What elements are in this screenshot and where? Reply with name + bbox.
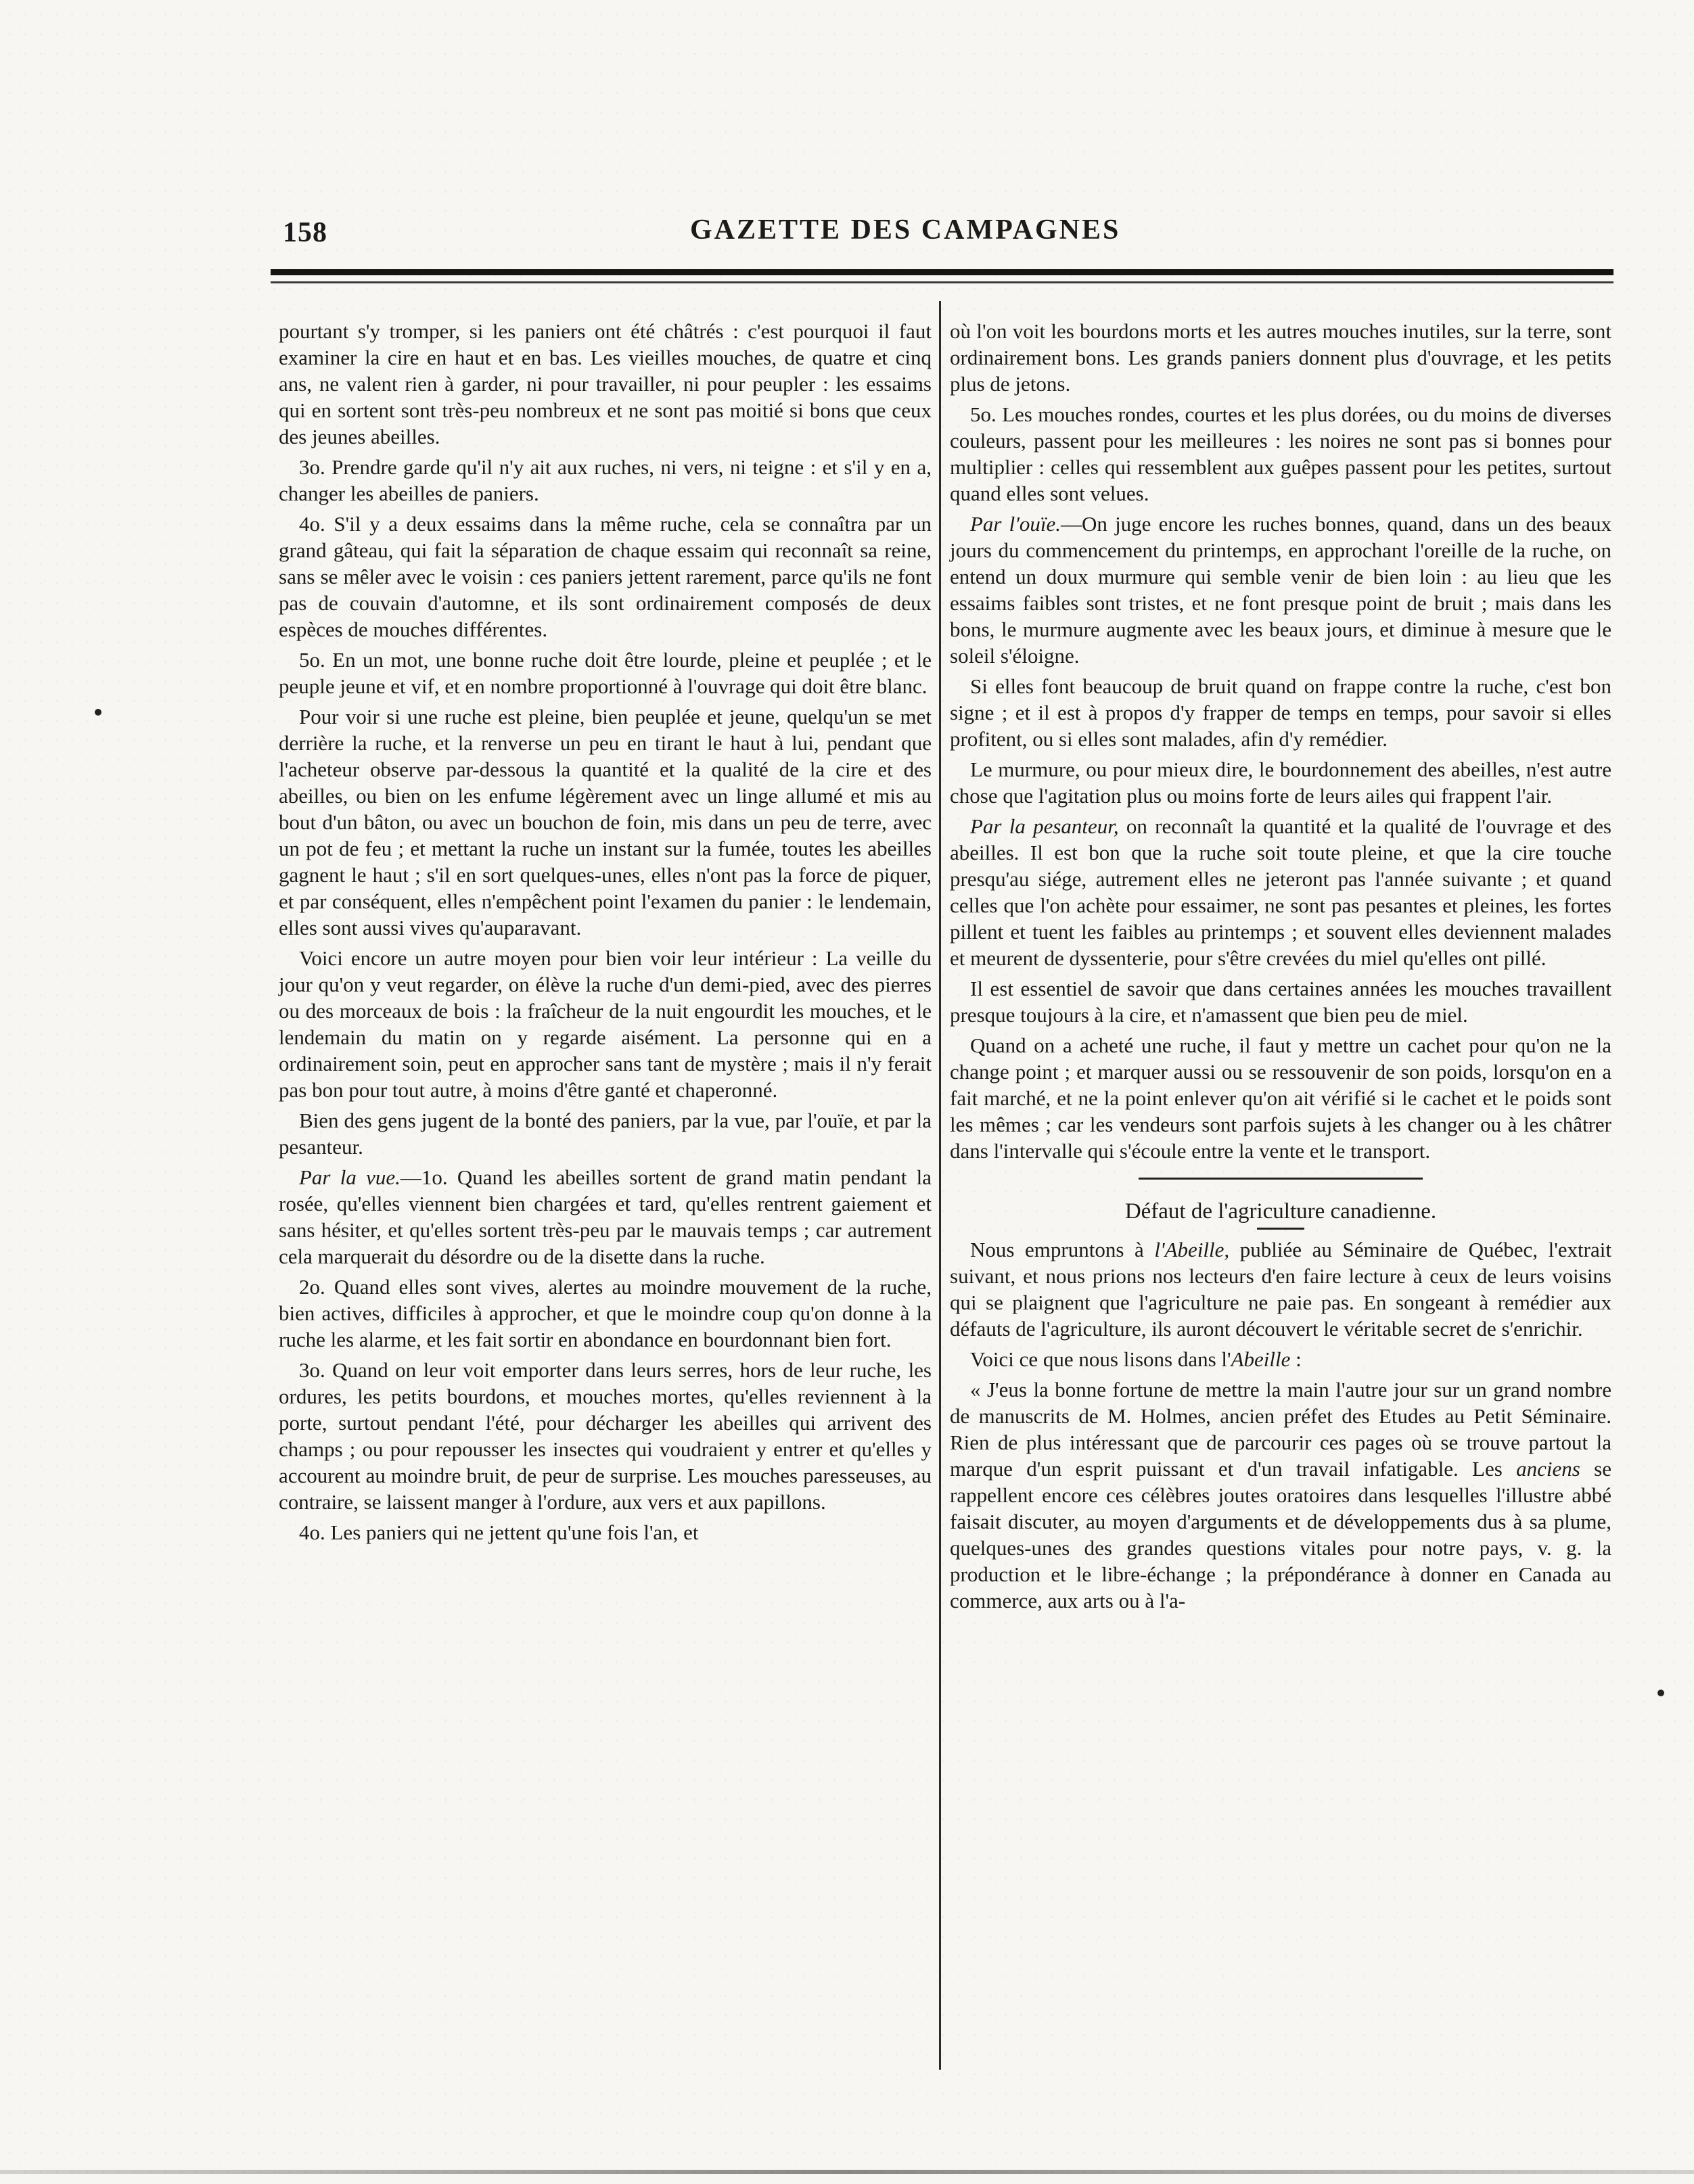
paragraph: où l'on voit les bourdons morts et les autres mouches inutiles, sur la terre, sont ordinairement bons. Les grands paniers donnent plus d'ouvrage, et les petits plus de jetons. <box>950 319 1611 396</box>
paragraph-text: se rappellent encore ces célèbres joutes oratoires dans lesquelles l'illustre abbé faisait discuter, au moyen d'arguments et de développements dus à sa plume, quelques-unes des grandes questions vitales pour notre pays, v. g. la production et le libre-échange ; la prépondérance à donner en Canada au commerce, aux arts ou à l'a- <box>950 1457 1611 1612</box>
paragraph-text: Voici ce que nous lisons dans l' <box>970 1347 1231 1371</box>
paragraph-par-l-ouie <box>950 511 1611 669</box>
abeille-reference: l'Abeille, <box>1154 1238 1230 1261</box>
margin-dot <box>1657 1690 1664 1696</box>
lead-par-l-ouie: Par l'ouïe. <box>970 512 1061 536</box>
paragraph-par-la-pesanteur <box>950 813 1611 971</box>
paragraph-text: « J'eus la bonne fortune de mettre la main l'autre jour sur un grand nombre de manuscrits de M. Holmes, ancien préfet des Etudes au Petit Séminaire. Rien de plus intéressant que de parcourir ces pages où se trouve partout la marque d'un esprit puissant et d'un travail infatigable. Les <box>950 1378 1611 1481</box>
paragraph-text: : <box>1290 1347 1302 1371</box>
paragraph: Bien des gens jugent de la bonté des paniers, par la vue, par l'ouïe, et par la pesanteur. <box>279 1109 932 1159</box>
paragraph: 4o. Les paniers qui ne jettent qu'une fois l'an, et <box>299 1520 699 1544</box>
section-rule <box>1139 1178 1423 1180</box>
paragraph-text: —1o. Quand les abeilles sortent de grand matin pendant la rosée, qu'elles viennent bien chargées et tard, qu'elles rentrent gaiement et sans hésiter, et qu'elles sortent très-peu par le mauvais temps ; car autrement cela marquerait du désordre ou de la disette dans la ruche. <box>279 1165 932 1268</box>
page-number: 158 <box>283 217 327 248</box>
header-rule <box>271 269 1613 275</box>
paragraph: 3o. Prendre garde qu'il n'y ait aux ruches, ni vers, ni teigne : et s'il y en a, changer les abeilles de paniers. <box>279 455 932 505</box>
lead-par-la-vue: Par la vue. <box>299 1165 400 1189</box>
margin-dot <box>95 709 101 716</box>
paragraph: pourtant s'y tromper, si les paniers ont été châtrés : c'est pourquoi il faut examiner la cire en haut et en bas. Les vieilles mouches, de quatre et cinq ans, ne valent rien à garder, ni pour travailler, ni pour peupler : les essaims qui en sortent sont très-peu nombreux et ne sont pas moitié si bons que ceux des jeunes abeilles. <box>279 319 932 448</box>
paragraph: Si elles font beaucoup de bruit quand on frappe contre la ruche, c'est bon signe ; et il est à propos d'y frapper de temps en temps, pour savoir si elles profitent, ou si elles sont malades, afin d'y remédier. <box>950 674 1611 751</box>
left-column <box>279 318 932 1550</box>
paragraph-par-la-vue <box>279 1164 932 1270</box>
paragraph-text: —On juge encore les ruches bonnes, quand, dans un des beaux jours du commencement du printemps, en approchant l'oreille de la ruche, on entend un doux murmure qui semble venir de bien loin : au lieu que les essaims faibles sont tristes, et ne font presque point de bruit ; mais dans les bons, le murmure augmente avec les beaux jours, et diminue à mesure que le soleil s'éloigne. <box>950 512 1612 668</box>
lead-par-la-pesanteur: Par la pesanteur, <box>970 814 1119 838</box>
paragraph: 4o. S'il y a deux essaims dans la même ruche, cela se connaîtra par un grand gâteau, qui fait la séparation de chaque essaim qui reconnaît sa reine, sans se mêler avec le voisin : ces paniers jettent rarement, parce qu'ils ne font pas de couvain d'automne, et ils sont ordinairement composés de deux espèces de mouches différentes. <box>279 512 932 641</box>
paragraph-text: publiée au Séminaire de Québec, l'extrait suivant, et nous prions nos lecteurs d'en faire lecture à ceux de leurs voisins qui se plaignent que l'agriculture ne paie pas. En songeant à remédier aux défauts de l'agriculture, ils auront découvert le véritable secret de s'enrichir. <box>950 1238 1611 1341</box>
section-intro <box>950 1236 1611 1342</box>
abeille-reference: Abeille <box>1231 1347 1291 1371</box>
section-dash <box>1257 1228 1304 1230</box>
section-quote <box>950 1376 1611 1614</box>
paragraph: 5o. Les mouches rondes, courtes et les plus dorées, ou du moins de diverses couleurs, passent pour les meilleures : les noires ne sont pas si bonnes pour multiplier : celles qui ressemblent aux guêpes passent pour les petites, surtout quand elles sont velues. <box>950 402 1611 505</box>
section-voici <box>950 1346 1611 1372</box>
column-divider <box>939 301 941 2070</box>
paragraph: Le murmure, ou pour mieux dire, le bourdonnement des abeilles, n'est autre chose que l'agitation plus ou moins forte de leurs ailes qui frappent l'air. <box>950 758 1611 808</box>
paragraph-text: Nous empruntons à <box>970 1238 1155 1261</box>
right-column <box>950 318 1611 1618</box>
bottom-edge <box>0 2170 1694 2174</box>
paragraph: 2o. Quand elles sont vives, alertes au moindre mouvement de la ruche, bien actives, difficiles à approcher, et que le moindre coup qu'on donne à la ruche les alarme, et les fait sortir en abondance en bourdonnant bien fort. <box>279 1275 932 1351</box>
paragraph: 5o. En un mot, une bonne ruche doit être lourde, pleine et peuplée ; et le peuple jeune et vif, et en nombre proportionné à l'ouvrage qui doit être blanc. <box>279 648 932 698</box>
anciens-word: anciens <box>1516 1457 1580 1481</box>
paragraph: 3o. Quand on leur voit emporter dans leurs serres, hors de leur ruche, les ordures, les petits bourdons, et mouches mortes, qu'elles reviennent à la porte, surtout pendant l'été, pour décharger les abeilles qui arrivent des champs ; ou pour repousser les insectes qui voudraient y entrer et qu'elles y accourent au moindre bruit, de peur de surprise. Les mouches paresseuses, au contraire, se laissent manger à l'ordure, aux vers et aux papillons. <box>279 1358 932 1514</box>
masthead-title: GAZETTE DES CAMPAGNES <box>690 214 1121 246</box>
section-title: Défaut de l'agriculture canadienne. <box>1124 1199 1437 1224</box>
paragraph: Il est essentiel de savoir que dans certaines années les mouches travaillent presque toujours à la cire, et n'amassent que bien peu de miel. <box>950 977 1611 1027</box>
paragraph-text: on reconnaît la quantité et la qualité de l'ouvrage et des abeilles. Il est bon que la ruche soit toute pleine, et que la cire touche presqu'au siége, autrement elles ne jeteront pas l'année suivante ; et quand celles que l'on achète pour essaimer, ne sont pas pesantes et pleines, les fortes pillent et tuent les faibles au printemps ; et souvent elles deviennent malades et meurent de dyssenterie, pour s'être crevées du miel qu'elles ont pillé. <box>950 814 1611 970</box>
paragraph: Voici encore un autre moyen pour bien voir leur intérieur : La veille du jour qu'on y veut regarder, on élève la ruche d'un demi-pied, avec des pierres ou des morceaux de bois : la fraîcheur de la nuit engourdit les mouches, et le lendemain du matin on y regarde aisément. La personne qui en a ordinairement soin, peut en approcher sans tant de mystère ; mais il n'y ferait pas bon pour tout autre, à moins d'être ganté et chaperonné. <box>279 946 932 1102</box>
paragraph: Pour voir si une ruche est pleine, bien peuplée et jeune, quelqu'un se met derrière la ruche, et la renverse un peu en tirant le haut à lui, pendant que l'acheteur observe par-dessous la quantité et la qualité de la cire et des abeilles, ou bien on les enfume légèrement avec un linge allumé et mis au bout d'un bâton, ou avec un bouchon de foin, mis dans un peu de terre, avec un pot de feu ; et mettant la ruche un instant sur la fumée, toutes les abeilles gagnent le haut ; s'il en sort quelques-unes, elles n'ont pas la force de piquer, et par conséquent, elles n'empêchent point l'examen du panier : le lendemain, elles sont aussi vives qu'auparavant. <box>279 705 932 939</box>
header-rule-thin <box>271 281 1613 283</box>
paragraph: Quand on a acheté une ruche, il faut y mettre un cachet pour qu'on ne la change point ; et marquer aussi ou se ressouvenir de son poids, lorsqu'on en a fait marché, et ne la point enlever qu'on ait vérifié si le cachet et le poids sont les mêmes ; car les vendeurs sont parfois sujets à les changer ou à les châtrer dans l'intervalle qui s'écoule entre la vente et le transport. <box>950 1033 1611 1163</box>
